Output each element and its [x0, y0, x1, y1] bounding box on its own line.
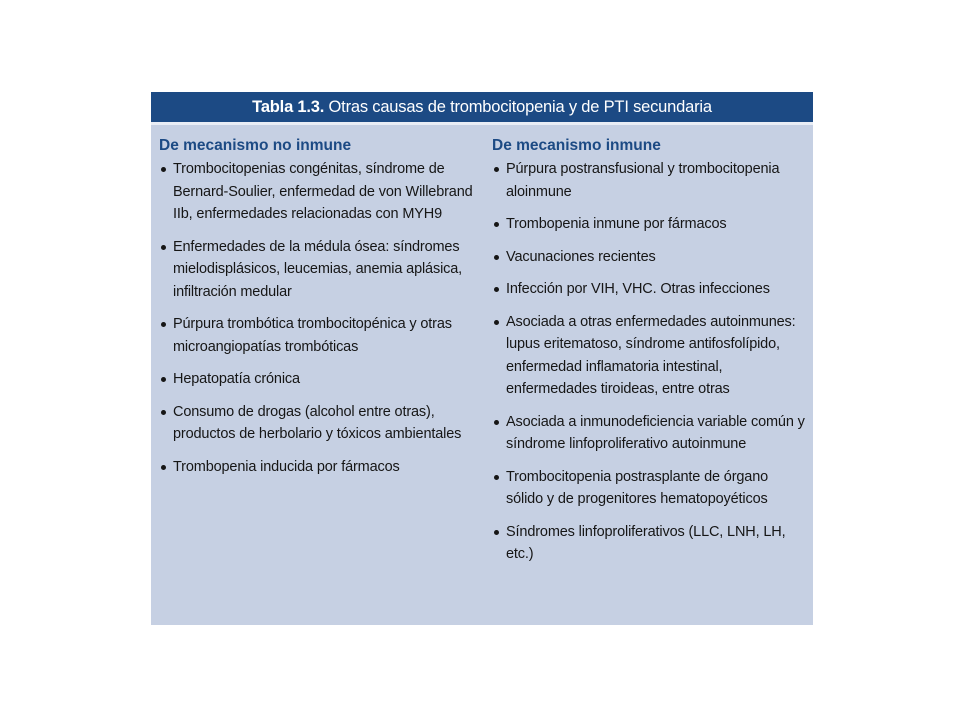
list-item: Vacunaciones recientes [492, 246, 808, 269]
list-item: Asociada a inmunodeficiencia variable común y síndrome linfoproliferativo autoinmune [492, 411, 808, 456]
column-heading-non-immune: De mecanismo no inmune [159, 137, 352, 154]
list-item: Hepatopatía crónica [159, 368, 479, 391]
list-item: Trombopenia inmune por fármacos [492, 213, 808, 236]
table-header [151, 92, 813, 122]
list-item: Púrpura postransfusional y trombocitopenia aloinmune [492, 158, 808, 203]
list-item: Trombopenia inducida por fármacos [159, 456, 479, 479]
list-non-immune [159, 158, 479, 478]
list-item: Consumo de drogas (alcohol entre otras), productos de herbolario y tóxicos ambientales [159, 401, 479, 446]
column-immune [492, 137, 808, 576]
list-item: Enfermedades de la médula ósea: síndromes mielodisplásicos, leucemias, anemia aplásica, infiltración medular [159, 236, 479, 304]
table-title: Otras causas de trombocitopenia y de PTI secundaria [328, 98, 712, 116]
list-item: Trombocitopenias congénitas, síndrome de Bernard-Soulier, enfermedad de von Willebrand IIb, enfermedades relacionadas con MYH9 [159, 158, 479, 226]
table-card [151, 92, 813, 625]
list-item: Asociada a otras enfermedades autoinmunes: lupus eritematoso, síndrome antifosfolípido, enfermedad inflamatoria intestinal, enfermedades tiroideas, entre otras [492, 311, 808, 401]
list-item: Infección por VIH, VHC. Otras infecciones [492, 278, 808, 301]
list-item: Síndromes linfoproliferativos (LLC, LNH, LH, etc.) [492, 521, 808, 566]
list-item: Trombocitopenia postrasplante de órgano sólido y de progenitores hematopoyéticos [492, 466, 808, 511]
column-heading-immune: De mecanismo inmune [492, 137, 661, 154]
column-non-immune [159, 137, 479, 488]
header-divider [151, 122, 813, 125]
table-label: Tabla 1.3. [252, 98, 329, 116]
list-immune [492, 158, 808, 566]
list-item: Púrpura trombótica trombocitopénica y otras microangiopatías trombóticas [159, 313, 479, 358]
